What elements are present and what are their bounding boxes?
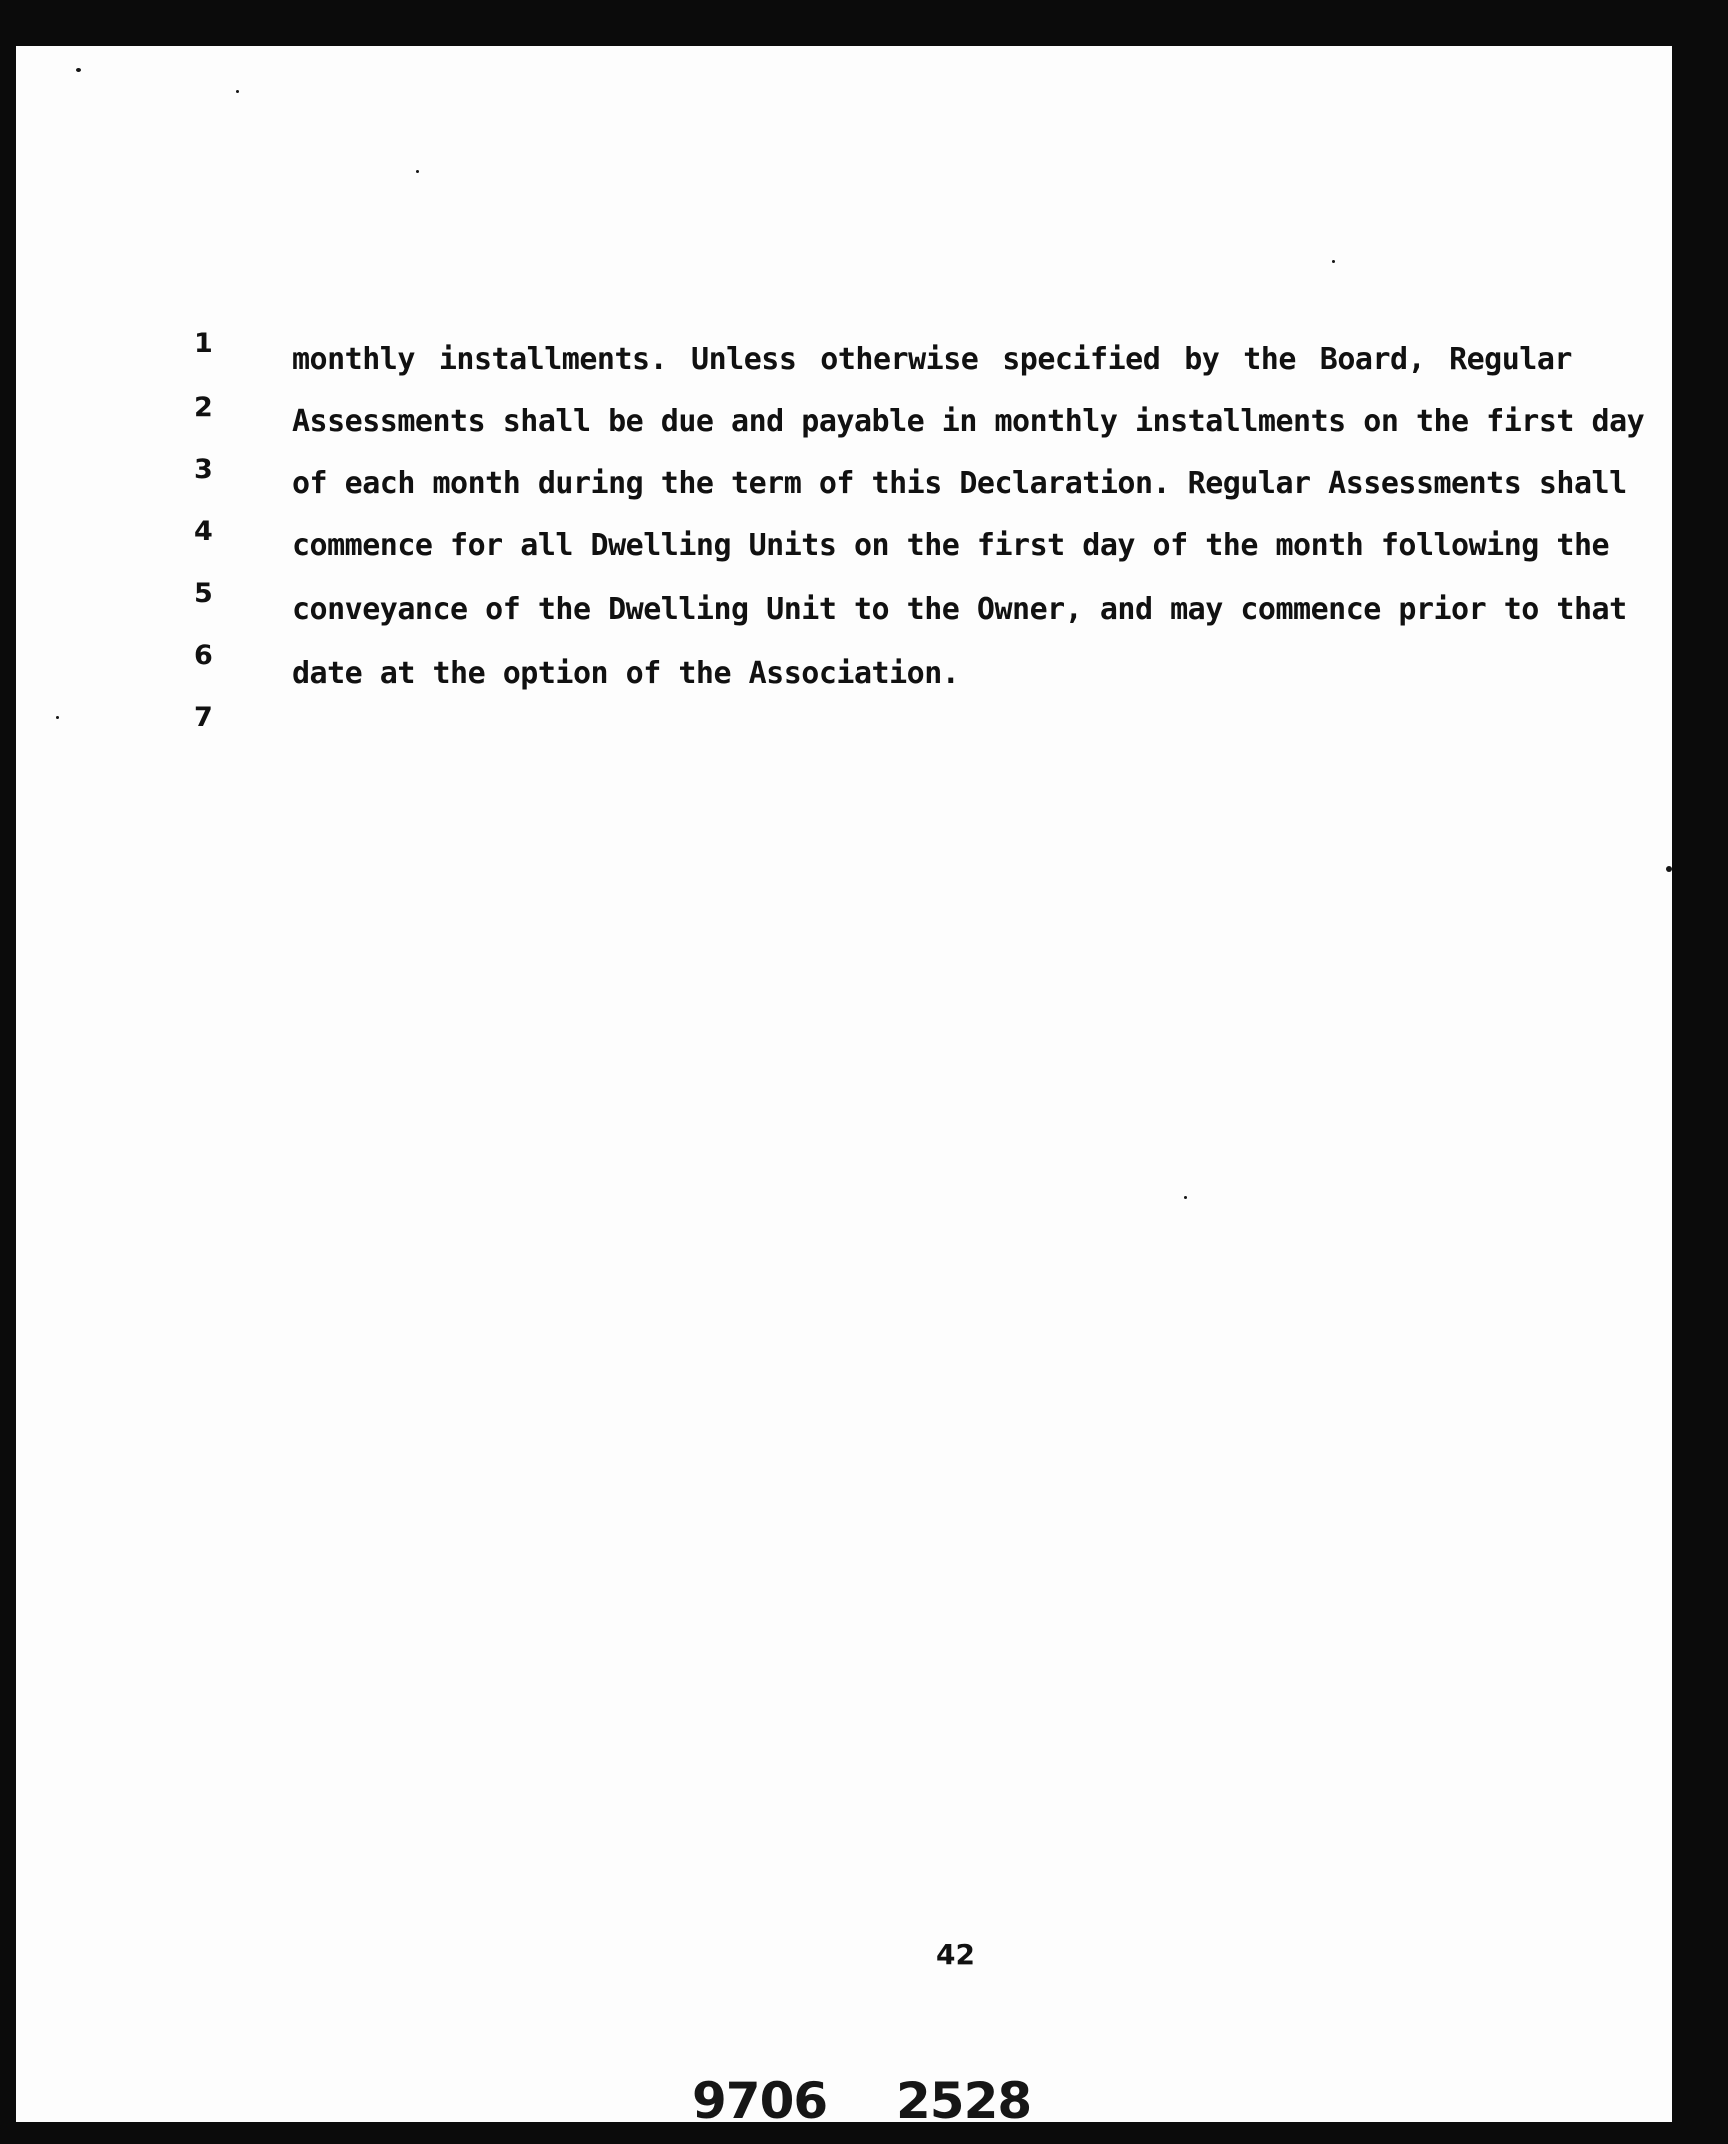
body-line: commence for all Dwelling Units on the first day of the month following the xyxy=(292,528,1610,563)
document-stamp-right: 2528 xyxy=(896,2072,1032,2130)
document-page xyxy=(16,46,1672,2130)
scan-speck xyxy=(1666,866,1672,872)
scan-speck xyxy=(236,90,239,93)
body-line: conveyance of the Dwelling Unit to the Owner, and may commence prior to that xyxy=(292,592,1627,627)
body-line: Assessments shall be due and payable in monthly installments on the first day xyxy=(292,404,1645,439)
line-number: 1 xyxy=(194,328,213,359)
scan-speck xyxy=(56,716,59,719)
body-line: monthly installments. Unless otherwise specified by the Board, Regular xyxy=(292,342,1572,377)
scan-speck xyxy=(1332,260,1335,263)
scan-speck xyxy=(76,68,81,72)
body-line: date at the option of the Association. xyxy=(292,656,960,691)
body-line: of each month during the term of this Declaration. Regular Assessments shall xyxy=(292,466,1627,501)
scan-speck xyxy=(1184,1196,1187,1199)
line-number: 6 xyxy=(194,640,213,671)
line-number: 4 xyxy=(194,516,213,547)
line-number: 3 xyxy=(194,454,213,485)
line-number: 2 xyxy=(194,392,213,423)
page-number: 42 xyxy=(936,1938,975,1971)
document-stamp-left: 9706 xyxy=(692,2072,828,2130)
scan-speck xyxy=(416,170,419,173)
line-number: 5 xyxy=(194,578,213,609)
line-number: 7 xyxy=(194,702,213,733)
